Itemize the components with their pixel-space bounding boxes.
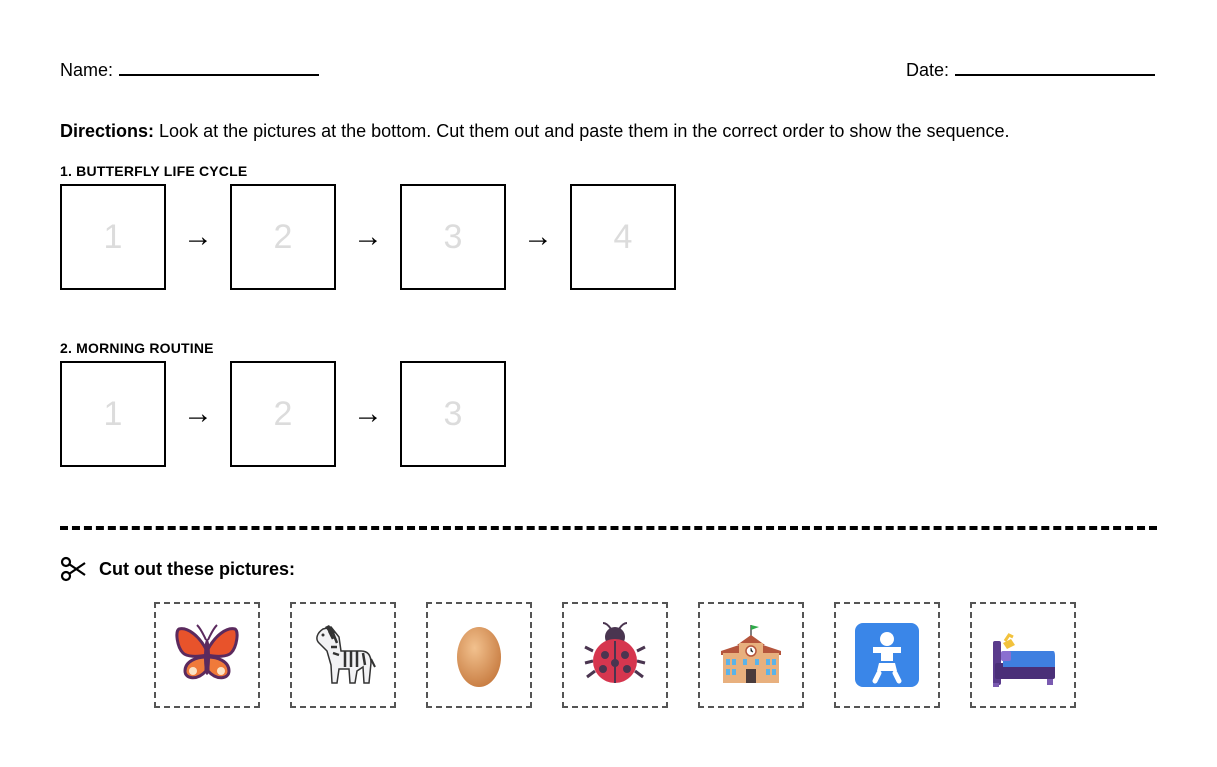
name-line [119, 74, 319, 76]
cut-title [60, 556, 295, 582]
cutout-card[interactable] [290, 602, 396, 708]
arrow: → [183, 397, 213, 430]
cutout-card[interactable] [698, 602, 804, 708]
section-title-butterfly: 1. BUTTERFLY LIFE CYCLE [60, 163, 248, 179]
cutout-card[interactable] [426, 602, 532, 708]
egg-icon [445, 621, 513, 689]
bed-icon [989, 621, 1057, 689]
name-label: Name: [60, 60, 114, 80]
baby-icon [853, 621, 921, 689]
cutout-card[interactable] [834, 602, 940, 708]
arrow: → [353, 220, 383, 253]
cutout-card[interactable] [562, 602, 668, 708]
arrow: → [183, 220, 213, 253]
cut-line [60, 526, 1157, 530]
directions-label: Directions: [60, 121, 155, 141]
sequence-box[interactable]: 4 [570, 184, 676, 290]
directions [60, 121, 1010, 142]
directions-text: Look at the pictures at the bottom. Cut them out and paste them in the correct order to show the sequence. [154, 121, 1010, 141]
sequence-box[interactable]: 1 [60, 361, 166, 467]
sequence-box[interactable]: 3 [400, 184, 506, 290]
sequence-row-morning [60, 361, 506, 467]
section-title-morning: 2. MORNING ROUTINE [60, 340, 214, 356]
date-field [906, 60, 1155, 81]
sequence-box[interactable]: 2 [230, 361, 336, 467]
zebra-icon [309, 621, 377, 689]
arrow: → [523, 220, 553, 253]
scissors-icon [60, 556, 86, 582]
butterfly-icon [173, 621, 241, 689]
cutout-pictures [154, 602, 1106, 708]
sequence-row-butterfly [60, 184, 676, 290]
sequence-box[interactable]: 2 [230, 184, 336, 290]
sequence-box[interactable]: 1 [60, 184, 166, 290]
arrow: → [353, 397, 383, 430]
name-field [60, 60, 319, 81]
ladybug-icon [581, 621, 649, 689]
cutout-card[interactable] [970, 602, 1076, 708]
school-icon [717, 621, 785, 689]
date-label: Date: [906, 60, 950, 80]
cut-title-text: Cut out these pictures: [99, 558, 296, 579]
sequence-box[interactable]: 3 [400, 361, 506, 467]
date-line [955, 74, 1155, 76]
cutout-card[interactable] [154, 602, 260, 708]
